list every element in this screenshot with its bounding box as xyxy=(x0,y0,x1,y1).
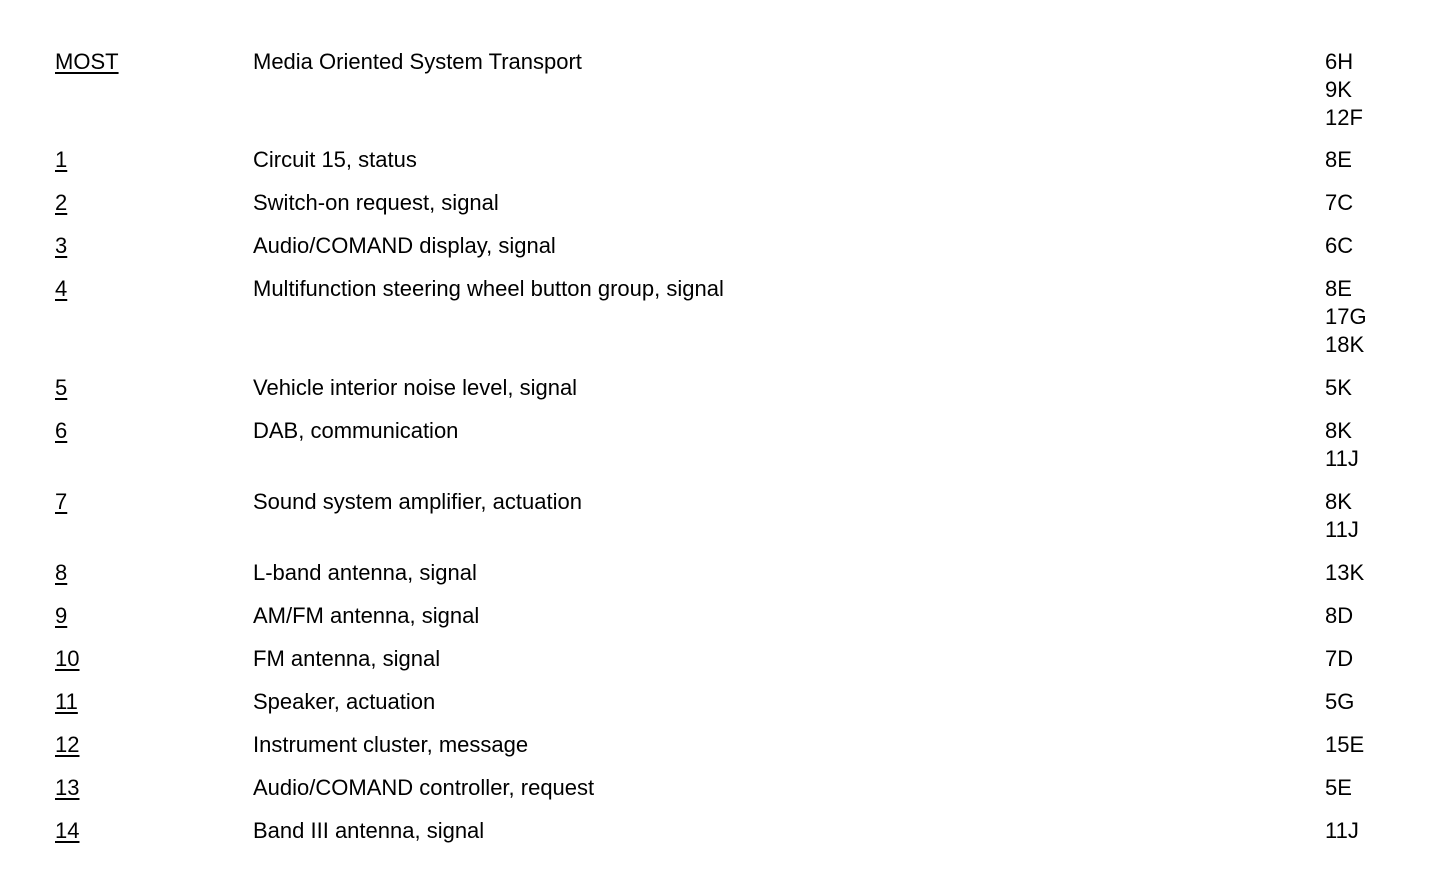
row-refs xyxy=(1325,374,1352,402)
legend-row-2 xyxy=(55,189,1385,217)
row-description: FM antenna, signal xyxy=(253,646,441,671)
row-ref: 6H xyxy=(1325,49,1354,74)
row-refs xyxy=(1325,275,1367,359)
row-ref: 13K xyxy=(1325,560,1365,585)
row-ref: 11J xyxy=(1325,446,1359,471)
row-ref: 5K xyxy=(1325,375,1352,400)
row-description: Switch-on request, signal xyxy=(253,190,499,215)
row-description: Multifunction steering wheel button group, signal xyxy=(253,276,724,301)
legend-row-1 xyxy=(55,146,1385,174)
row-ref: 12F xyxy=(1325,105,1363,130)
legend-row-8 xyxy=(55,559,1385,587)
row-id-link[interactable]: 1 xyxy=(55,147,68,172)
row-id-link[interactable]: 8 xyxy=(55,560,68,585)
row-ref: 18K xyxy=(1325,332,1365,357)
row-refs xyxy=(1325,488,1359,544)
row-description: L-band antenna, signal xyxy=(253,560,477,585)
row-description: Vehicle interior noise level, signal xyxy=(253,375,578,400)
row-id-link[interactable]: MOST xyxy=(55,49,119,74)
row-refs xyxy=(1325,146,1352,174)
row-refs xyxy=(1325,417,1359,473)
legend-row-11 xyxy=(55,688,1385,716)
row-refs xyxy=(1325,688,1354,716)
row-ref: 11J xyxy=(1325,517,1359,542)
legend-row-5 xyxy=(55,374,1385,402)
legend-row-13 xyxy=(55,774,1385,802)
row-id-link[interactable]: 6 xyxy=(55,418,68,443)
row-description: DAB, communication xyxy=(253,418,459,443)
row-refs xyxy=(1325,817,1359,845)
row-id-link[interactable]: 14 xyxy=(55,818,80,843)
legend-row-7 xyxy=(55,488,1385,544)
row-ref: 5E xyxy=(1325,775,1352,800)
row-id-link[interactable]: 2 xyxy=(55,190,68,215)
row-id-link[interactable]: 11 xyxy=(55,689,78,714)
row-id-link[interactable]: 5 xyxy=(55,375,68,400)
row-refs xyxy=(1325,48,1363,132)
row-ref: 8D xyxy=(1325,603,1354,628)
legend-row-4 xyxy=(55,275,1385,359)
row-refs xyxy=(1325,189,1353,217)
row-description: Instrument cluster, message xyxy=(253,732,529,757)
row-id-link[interactable]: 13 xyxy=(55,775,80,800)
legend-table xyxy=(55,48,1385,845)
row-ref: 5G xyxy=(1325,689,1355,714)
row-refs xyxy=(1325,232,1353,260)
row-refs xyxy=(1325,559,1364,587)
legend-row-12 xyxy=(55,731,1385,759)
row-refs xyxy=(1325,645,1353,673)
row-id-link[interactable]: 12 xyxy=(55,732,80,757)
row-id-link[interactable]: 3 xyxy=(55,233,68,258)
row-ref: 8E xyxy=(1325,147,1352,172)
row-description: Media Oriented System Transport xyxy=(253,49,582,74)
legend-row-14 xyxy=(55,817,1385,845)
row-ref: 8K xyxy=(1325,489,1352,514)
legend-row-10 xyxy=(55,645,1385,673)
row-ref: 7C xyxy=(1325,190,1354,215)
row-refs xyxy=(1325,774,1352,802)
row-description: Speaker, actuation xyxy=(253,689,436,714)
row-ref: 9K xyxy=(1325,77,1352,102)
row-ref: 7D xyxy=(1325,646,1354,671)
row-id-link[interactable]: 10 xyxy=(55,646,80,671)
row-description: Audio/COMAND controller, request xyxy=(253,775,595,800)
row-id-link[interactable]: 7 xyxy=(55,489,68,514)
row-refs xyxy=(1325,731,1364,759)
legend-row-3 xyxy=(55,232,1385,260)
legend-row-9 xyxy=(55,602,1385,630)
row-description: AM/FM antenna, signal xyxy=(253,603,480,628)
row-description: Band III antenna, signal xyxy=(253,818,485,843)
row-ref: 6C xyxy=(1325,233,1354,258)
row-description: Circuit 15, status xyxy=(253,147,417,172)
row-refs xyxy=(1325,602,1353,630)
row-ref: 11J xyxy=(1325,818,1359,843)
row-ref: 15E xyxy=(1325,732,1365,757)
row-id-link[interactable]: 9 xyxy=(55,603,68,628)
row-ref: 8K xyxy=(1325,418,1352,443)
legend-row-6 xyxy=(55,417,1385,473)
legend-row-most xyxy=(55,48,1385,132)
row-ref: 17G xyxy=(1325,304,1367,329)
row-description: Audio/COMAND display, signal xyxy=(253,233,556,258)
row-description: Sound system amplifier, actuation xyxy=(253,489,582,514)
row-ref: 8E xyxy=(1325,276,1352,301)
row-id-link[interactable]: 4 xyxy=(55,276,68,301)
